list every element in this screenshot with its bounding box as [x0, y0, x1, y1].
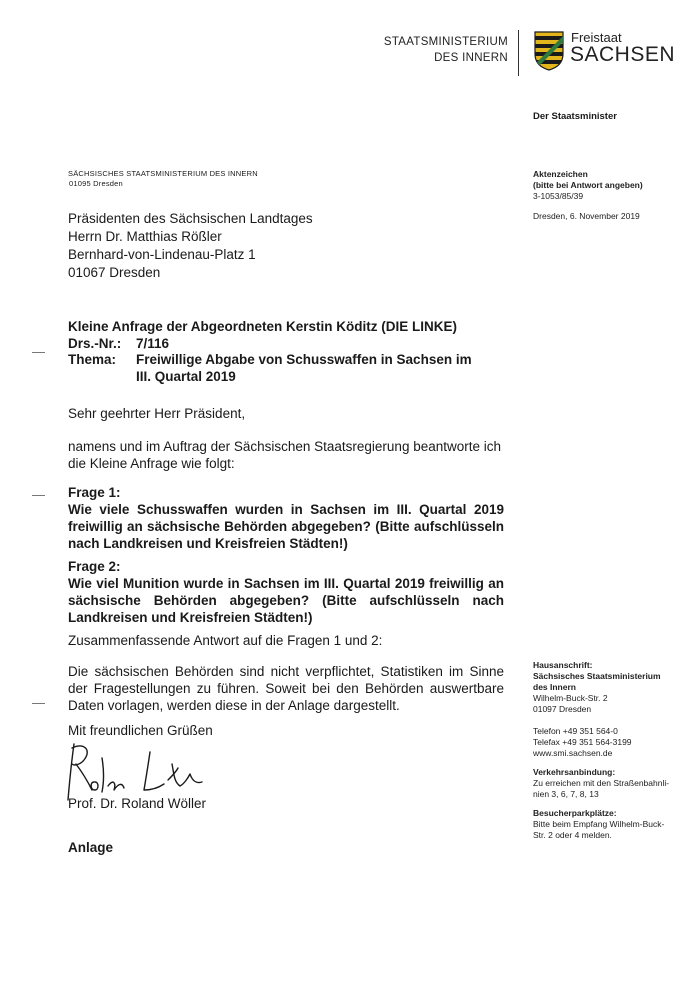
- fold-mark: [32, 703, 45, 704]
- recipient-line: Präsidenten des Sächsischen Landtages: [68, 211, 313, 226]
- reference-number: 3-1053/85/39: [533, 191, 584, 201]
- contact-sidebar: [533, 660, 683, 841]
- verkehr-line-2: nien 3, 6, 7, 8, 13: [533, 789, 599, 799]
- hausanschrift-label: Hausanschrift:: [533, 660, 593, 670]
- parken-label: Besucherparkplätze:: [533, 808, 617, 818]
- ministry-name-line2: DES INNERN: [434, 52, 508, 64]
- minister-label: Der Staatsminister: [533, 111, 617, 122]
- saxony-coat-of-arms-icon: [533, 30, 565, 72]
- state-name-large: SACHSEN: [570, 43, 676, 66]
- sender-line-2: 01095 Dresden: [69, 179, 123, 188]
- reference-block: [533, 169, 643, 202]
- website-link[interactable]: www.smi.sachsen.de: [533, 748, 613, 758]
- sender-line-1: SÄCHSISCHES STAATSMINISTERIUM DES INNERN: [68, 169, 258, 178]
- verkehr-line-1: Zu erreichen mit den Straßenbahnli-: [533, 778, 670, 788]
- ministry-name: [384, 34, 508, 66]
- hausanschrift-street: Wilhelm-Buck-Str. 2: [533, 693, 608, 703]
- verkehr-label: Verkehrsanbindung:: [533, 767, 616, 777]
- telefon: Telefon +49 351 564-0: [533, 726, 618, 736]
- reference-hint: (bitte bei Antwort angeben): [533, 180, 643, 190]
- thema-line-1: Freiwillige Abgabe von Schusswaffen in Sachsen im: [136, 352, 472, 367]
- intro-paragraph: namens und im Auftrag der Sächsischen Staatsregierung beantworte ich die Kleine Anfrage wie folgt:: [68, 439, 502, 471]
- drs-value: 7/116: [136, 335, 170, 351]
- recipient-line: Herrn Dr. Matthias Rößler: [68, 229, 222, 244]
- parken-line-2: Str. 2 oder 4 melden.: [533, 830, 612, 840]
- thema-label: Thema:: [68, 352, 117, 367]
- question-1-text: Wie viele Schusswaffen wurden in Sachsen im III. Quartal 2019 freiwillig an sächsische Behörden abgegeben? (Bitte aufschlüsseln nach Landkreisen und Kreisfreien Städten!): [68, 502, 504, 551]
- letterhead-divider: [518, 30, 519, 76]
- hausanschrift-name-2: des Innern: [533, 682, 576, 692]
- telefax: Telefax +49 351 564-3199: [533, 737, 632, 747]
- recipient-address: [68, 210, 313, 282]
- closing: Mit freundlichen Grüßen: [68, 723, 213, 738]
- punch-mark: [32, 495, 45, 496]
- reference-label: Aktenzeichen: [533, 169, 588, 179]
- drs-label: Drs.-Nr.:: [68, 335, 122, 351]
- question-2-label: Frage 2:: [68, 559, 121, 574]
- question-2-text: Wie viel Munition wurde in Sachsen im III. Quartal 2019 freiwillig an sächsische Behörden abgegeben? (Bitte aufschlüsseln nach Landkreisen und Kreisfreien Städten!): [68, 576, 504, 625]
- subject-block: [68, 319, 472, 385]
- attachment-label: Anlage: [68, 840, 114, 855]
- fold-mark: [32, 352, 45, 353]
- subject-title: Kleine Anfrage der Abgeordneten Kerstin Köditz (DIE LINKE): [68, 319, 458, 334]
- question-1-label: Frage 1:: [68, 485, 121, 500]
- parken-line-1: Bitte beim Empfang Wilhelm-Buck-: [533, 819, 665, 829]
- recipient-line: 01067 Dresden: [68, 265, 161, 280]
- hausanschrift-name-1: Sächsisches Staatsministerium: [533, 671, 661, 681]
- recipient-line: Bernhard-von-Lindenau-Platz 1: [68, 247, 256, 262]
- hausanschrift-city: 01097 Dresden: [533, 704, 592, 714]
- letter-date: Dresden, 6. November 2019: [533, 211, 640, 221]
- summary-heading: Zusammenfassende Antwort auf die Fragen 1 und 2:: [68, 633, 383, 648]
- ministry-name-line1: STAATSMINISTERIUM: [383, 36, 508, 48]
- state-name-small: Freistaat: [571, 30, 622, 45]
- answer-paragraph: Die sächsischen Behörden sind nicht verpflichtet, Statistiken im Sinne der Fragestellungen zu führen. Soweit bei den Behörden auswertbare Daten vorlagen, werden diese in der Anlage dargestellt.: [68, 664, 504, 713]
- sender-address: [68, 169, 258, 189]
- salutation: Sehr geehrter Herr Präsident,: [68, 406, 246, 421]
- signer-name: Prof. Dr. Roland Wöller: [68, 796, 207, 811]
- thema-line-2: III. Quartal 2019: [136, 368, 236, 384]
